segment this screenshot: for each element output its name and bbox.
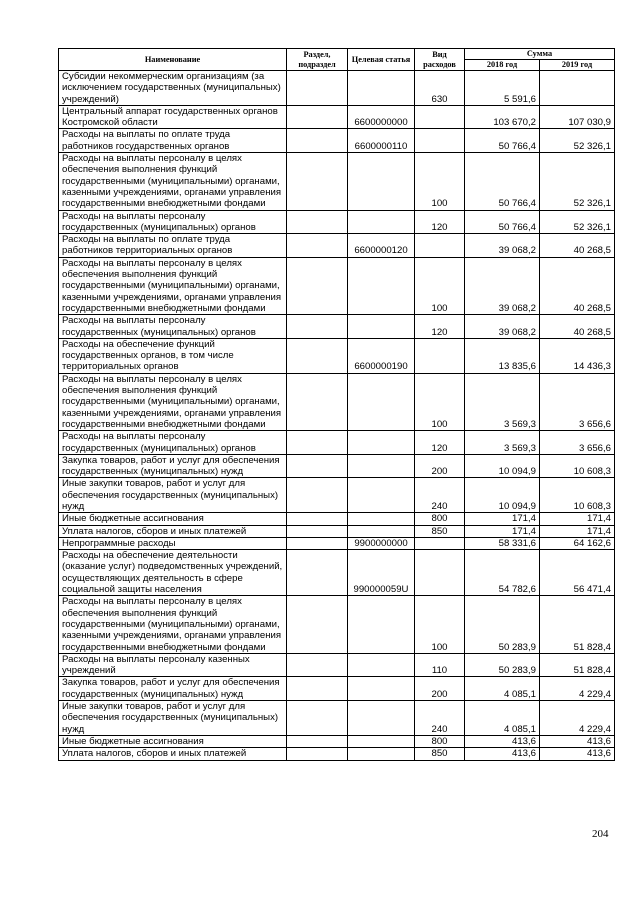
header-type: Вид расходов xyxy=(415,49,465,71)
cell-name: Расходы на выплаты персоналу государственных (муниципальных) органов xyxy=(59,315,287,339)
cell-target: 6600000190 xyxy=(348,338,415,373)
cell-2019: 10 608,3 xyxy=(540,478,615,513)
table-row xyxy=(59,525,615,537)
cell-target xyxy=(348,71,415,106)
cell-target: 6600000110 xyxy=(348,129,415,153)
cell-2019: 40 268,5 xyxy=(540,257,615,314)
cell-name: Уплата налогов, сборов и иных платежей xyxy=(59,525,287,537)
cell-target xyxy=(348,513,415,525)
cell-target: 990000059U xyxy=(348,550,415,596)
cell-2018: 10 094,9 xyxy=(465,454,540,478)
cell-section xyxy=(287,537,348,549)
cell-name: Расходы на выплаты персоналу казенных учреждений xyxy=(59,653,287,677)
cell-type: 100 xyxy=(415,373,465,430)
cell-name: Расходы на выплаты по оплате труда работников государственных органов xyxy=(59,129,287,153)
cell-2018: 413,6 xyxy=(465,748,540,760)
cell-target xyxy=(348,257,415,314)
header-2019: 2019 год xyxy=(540,60,615,71)
cell-type: 110 xyxy=(415,653,465,677)
cell-section xyxy=(287,257,348,314)
cell-target xyxy=(348,735,415,747)
cell-2019: 413,6 xyxy=(540,748,615,760)
table-row xyxy=(59,129,615,153)
table-row xyxy=(59,338,615,373)
cell-name: Иные закупки товаров, работ и услуг для обеспечения государственных (муниципальных) нужд xyxy=(59,478,287,513)
cell-name: Закупка товаров, работ и услуг для обеспечения государственных (муниципальных) нужд xyxy=(59,677,287,701)
cell-2019: 14 436,3 xyxy=(540,338,615,373)
cell-2019: 56 471,4 xyxy=(540,550,615,596)
cell-section xyxy=(287,513,348,525)
cell-name: Расходы на выплаты персоналу в целях обеспечения выполнения функций государственными (муниципальными) органами, казенными учреждениями, органами управления государственными внебюджетными фондами xyxy=(59,596,287,653)
cell-section xyxy=(287,234,348,258)
cell-target xyxy=(348,454,415,478)
cell-2019: 40 268,5 xyxy=(540,315,615,339)
table-row xyxy=(59,234,615,258)
table-row xyxy=(59,478,615,513)
cell-2018: 103 670,2 xyxy=(465,105,540,129)
cell-2019: 52 326,1 xyxy=(540,153,615,210)
cell-name: Расходы на выплаты персоналу в целях обеспечения выполнения функций государственными (муниципальными) органами, казенными учреждениями, органами управления государственными внебюджетными фондами xyxy=(59,373,287,430)
cell-type: 100 xyxy=(415,257,465,314)
cell-type xyxy=(415,129,465,153)
cell-2018: 50 283,9 xyxy=(465,653,540,677)
cell-section xyxy=(287,653,348,677)
table-row xyxy=(59,550,615,596)
cell-type: 120 xyxy=(415,210,465,234)
cell-2019: 64 162,6 xyxy=(540,537,615,549)
cell-type: 200 xyxy=(415,677,465,701)
cell-type: 630 xyxy=(415,71,465,106)
cell-2018: 10 094,9 xyxy=(465,478,540,513)
cell-2019: 4 229,4 xyxy=(540,677,615,701)
table-row xyxy=(59,71,615,106)
table-row xyxy=(59,748,615,760)
header-name: Наименование xyxy=(59,49,287,71)
cell-section xyxy=(287,478,348,513)
cell-type: 240 xyxy=(415,478,465,513)
cell-target xyxy=(348,315,415,339)
cell-section xyxy=(287,596,348,653)
table-row xyxy=(59,537,615,549)
cell-2019 xyxy=(540,71,615,106)
cell-2019: 51 828,4 xyxy=(540,596,615,653)
cell-type xyxy=(415,105,465,129)
cell-type xyxy=(415,338,465,373)
table-row xyxy=(59,153,615,210)
cell-target xyxy=(348,653,415,677)
cell-2018: 4 085,1 xyxy=(465,677,540,701)
cell-2018: 39 068,2 xyxy=(465,234,540,258)
header-2018: 2018 год xyxy=(465,60,540,71)
cell-2019: 171,4 xyxy=(540,525,615,537)
table-row xyxy=(59,431,615,455)
cell-2019: 51 828,4 xyxy=(540,653,615,677)
table-row xyxy=(59,210,615,234)
cell-target xyxy=(348,677,415,701)
cell-type: 100 xyxy=(415,596,465,653)
cell-2019: 413,6 xyxy=(540,735,615,747)
cell-target: 9900000000 xyxy=(348,537,415,549)
cell-section xyxy=(287,129,348,153)
cell-type: 800 xyxy=(415,513,465,525)
cell-target xyxy=(348,596,415,653)
table-row xyxy=(59,105,615,129)
cell-type: 120 xyxy=(415,315,465,339)
cell-2018: 13 835,6 xyxy=(465,338,540,373)
cell-2019: 171,4 xyxy=(540,513,615,525)
cell-section xyxy=(287,338,348,373)
cell-target xyxy=(348,210,415,234)
cell-name: Иные бюджетные ассигнования xyxy=(59,513,287,525)
cell-target: 6600000000 xyxy=(348,105,415,129)
cell-name: Расходы на выплаты по оплате труда работников территориальных органов xyxy=(59,234,287,258)
cell-name: Расходы на обеспечение деятельности (оказание услуг) подведомственных учреждений, осуществляющих деятельность в сфере социальной защиты населения xyxy=(59,550,287,596)
cell-target xyxy=(348,525,415,537)
cell-2019: 3 656,6 xyxy=(540,431,615,455)
cell-type: 200 xyxy=(415,454,465,478)
cell-2018: 171,4 xyxy=(465,525,540,537)
table-row xyxy=(59,596,615,653)
cell-target xyxy=(348,748,415,760)
table-header xyxy=(59,49,615,71)
cell-type xyxy=(415,537,465,549)
cell-name: Расходы на выплаты персоналу государственных (муниципальных) органов xyxy=(59,431,287,455)
table-row xyxy=(59,513,615,525)
cell-2018: 4 085,1 xyxy=(465,701,540,736)
cell-type: 800 xyxy=(415,735,465,747)
cell-2019: 40 268,5 xyxy=(540,234,615,258)
table-row xyxy=(59,653,615,677)
cell-2018: 5 591,6 xyxy=(465,71,540,106)
cell-2018: 39 068,2 xyxy=(465,315,540,339)
cell-2018: 50 766,4 xyxy=(465,210,540,234)
cell-type: 850 xyxy=(415,525,465,537)
cell-name: Расходы на выплаты персоналу в целях обеспечения выполнения функций государственными (муниципальными) органами, казенными учреждениями, органами управления государственными внебюджетными фондами xyxy=(59,153,287,210)
cell-section xyxy=(287,701,348,736)
cell-name: Расходы на выплаты персоналу государственных (муниципальных) органов xyxy=(59,210,287,234)
cell-section xyxy=(287,454,348,478)
cell-name: Субсидии некоммерческим организациям (за исключением государственных (муниципальных) учреждений) xyxy=(59,71,287,106)
cell-2019: 3 656,6 xyxy=(540,373,615,430)
table-body xyxy=(59,71,615,761)
cell-section xyxy=(287,525,348,537)
cell-2018: 3 569,3 xyxy=(465,373,540,430)
header-target: Целевая статья xyxy=(348,49,415,71)
cell-2018: 171,4 xyxy=(465,513,540,525)
table-row xyxy=(59,677,615,701)
cell-name: Иные закупки товаров, работ и услуг для обеспечения государственных (муниципальных) нужд xyxy=(59,701,287,736)
table-row xyxy=(59,257,615,314)
cell-name: Закупка товаров, работ и услуг для обеспечения государственных (муниципальных) нужд xyxy=(59,454,287,478)
cell-section xyxy=(287,677,348,701)
header-sum: Сумма xyxy=(465,49,615,60)
cell-target xyxy=(348,478,415,513)
cell-2019: 52 326,1 xyxy=(540,129,615,153)
cell-section xyxy=(287,748,348,760)
cell-name: Расходы на обеспечение функций государственных органов, в том числе территориальных органов xyxy=(59,338,287,373)
cell-type: 850 xyxy=(415,748,465,760)
table-row xyxy=(59,735,615,747)
cell-2018: 50 766,4 xyxy=(465,153,540,210)
cell-name: Непрограммные расходы xyxy=(59,537,287,549)
budget-table xyxy=(58,48,615,761)
cell-name: Уплата налогов, сборов и иных платежей xyxy=(59,748,287,760)
table-row xyxy=(59,373,615,430)
page-number: 204 xyxy=(592,828,609,840)
cell-2018: 58 331,6 xyxy=(465,537,540,549)
table-row xyxy=(59,701,615,736)
cell-2018: 54 782,6 xyxy=(465,550,540,596)
cell-section xyxy=(287,550,348,596)
cell-2019: 107 030,9 xyxy=(540,105,615,129)
cell-name: Расходы на выплаты персоналу в целях обеспечения выполнения функций государственными (муниципальными) органами, казенными учреждениями, органами управления государственными внебюджетными фондами xyxy=(59,257,287,314)
cell-type xyxy=(415,234,465,258)
cell-2019: 52 326,1 xyxy=(540,210,615,234)
cell-type: 100 xyxy=(415,153,465,210)
cell-section xyxy=(287,431,348,455)
cell-section xyxy=(287,153,348,210)
table-row xyxy=(59,315,615,339)
cell-target: 6600000120 xyxy=(348,234,415,258)
cell-2018: 50 283,9 xyxy=(465,596,540,653)
cell-2018: 413,6 xyxy=(465,735,540,747)
cell-2018: 50 766,4 xyxy=(465,129,540,153)
table-row xyxy=(59,454,615,478)
cell-target xyxy=(348,701,415,736)
cell-name: Центральный аппарат государственных органов Костромской области xyxy=(59,105,287,129)
cell-2018: 3 569,3 xyxy=(465,431,540,455)
header-section: Раздел, подраздел xyxy=(287,49,348,71)
cell-section xyxy=(287,735,348,747)
cell-type: 240 xyxy=(415,701,465,736)
cell-2018: 39 068,2 xyxy=(465,257,540,314)
cell-name: Иные бюджетные ассигнования xyxy=(59,735,287,747)
cell-2019: 4 229,4 xyxy=(540,701,615,736)
cell-target xyxy=(348,153,415,210)
cell-target xyxy=(348,373,415,430)
cell-section xyxy=(287,210,348,234)
cell-type xyxy=(415,550,465,596)
cell-section xyxy=(287,71,348,106)
cell-section xyxy=(287,105,348,129)
cell-section xyxy=(287,315,348,339)
cell-target xyxy=(348,431,415,455)
cell-type: 120 xyxy=(415,431,465,455)
cell-section xyxy=(287,373,348,430)
cell-2019: 10 608,3 xyxy=(540,454,615,478)
